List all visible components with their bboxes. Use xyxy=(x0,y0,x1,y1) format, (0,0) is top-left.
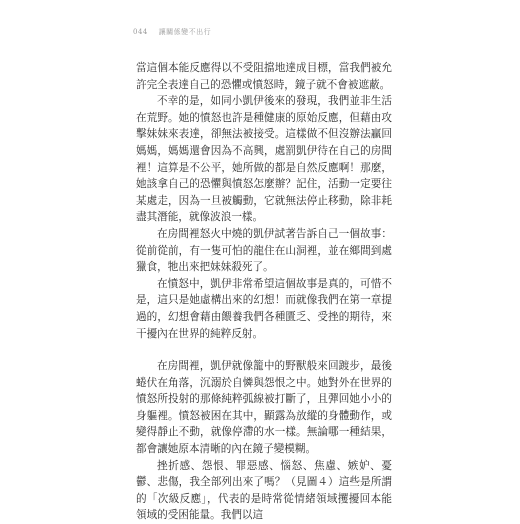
paragraph: 挫折感、怨恨、罪惡感、惱怒、焦慮、嫉妒、憂鬱、悲傷，我全部列出來了嗎？（見圖４）這些是所謂的「次級反應」，代表的是時常從情緒領域攫擾回本能領域的受困能量。我們以這 xyxy=(136,459,392,522)
paragraph: 在憤怒中，凱伊非常希望這個故事是真的，可惜不是，這只是她虛構出來的幻想！而就像我們在第一章提過的，幻想會藉由餵養我們各種匱乏、受挫的期待，來干擾內在世界的純粹反射。 xyxy=(136,277,392,340)
running-title: 讓關係變不出行 xyxy=(158,28,212,36)
paragraph: 不幸的是，如同小凱伊後來的發現，我們並非生活在荒野。她的憤怒也許是種健康的原始反應，但藉由攻擊妹妹來表達，卻無法被接受。這樣做不但沒辦法贏回媽媽，媽媽還會因為不高興，處罰凱伊待在自己的房間裡！這算是不公平，她所做的都是自然反應啊！那麼，她該拿自己的恐懼與憤怒怎麼辦？記住，活動一定要往某處走，因為一旦被觸動，它就無法停止移動，除非耗盡其潛能，就像波浪一樣。 xyxy=(136,95,392,224)
paragraph: 在房間裡，凱伊就像籠中的野獸般來回踱步，最後蜷伏在角落，沉溺於自憐與怨恨之中。她對外在世界的憤怒所投射的那條純粹弧線被打斷了，且彈回她小小的身軀裡。憤怒被困在其中，顯露為放縱的身體動作，或變得靜止不動，就像停滯的水一樣。無論哪一種結果，都會讓她原本清晰的內在鏡子變模糊。 xyxy=(136,360,392,456)
body-text xyxy=(136,60,392,524)
running-header xyxy=(133,27,211,37)
page-number: 044 xyxy=(133,28,148,36)
paragraph: 當這個本能反應得以不受阻擋地達成目標，當我們被允許完全表達自己的恐懼或憤怒時，鏡子就不會被遮蔽。 xyxy=(136,62,392,91)
paragraph: 在房間裡怒火中燒的凱伊試著告訴自己一個故事：從前從前，有一隻可怕的龍住在山洞裡，並在鄉間到處獵食，牠出來把妹妹殺死了。 xyxy=(136,227,392,274)
